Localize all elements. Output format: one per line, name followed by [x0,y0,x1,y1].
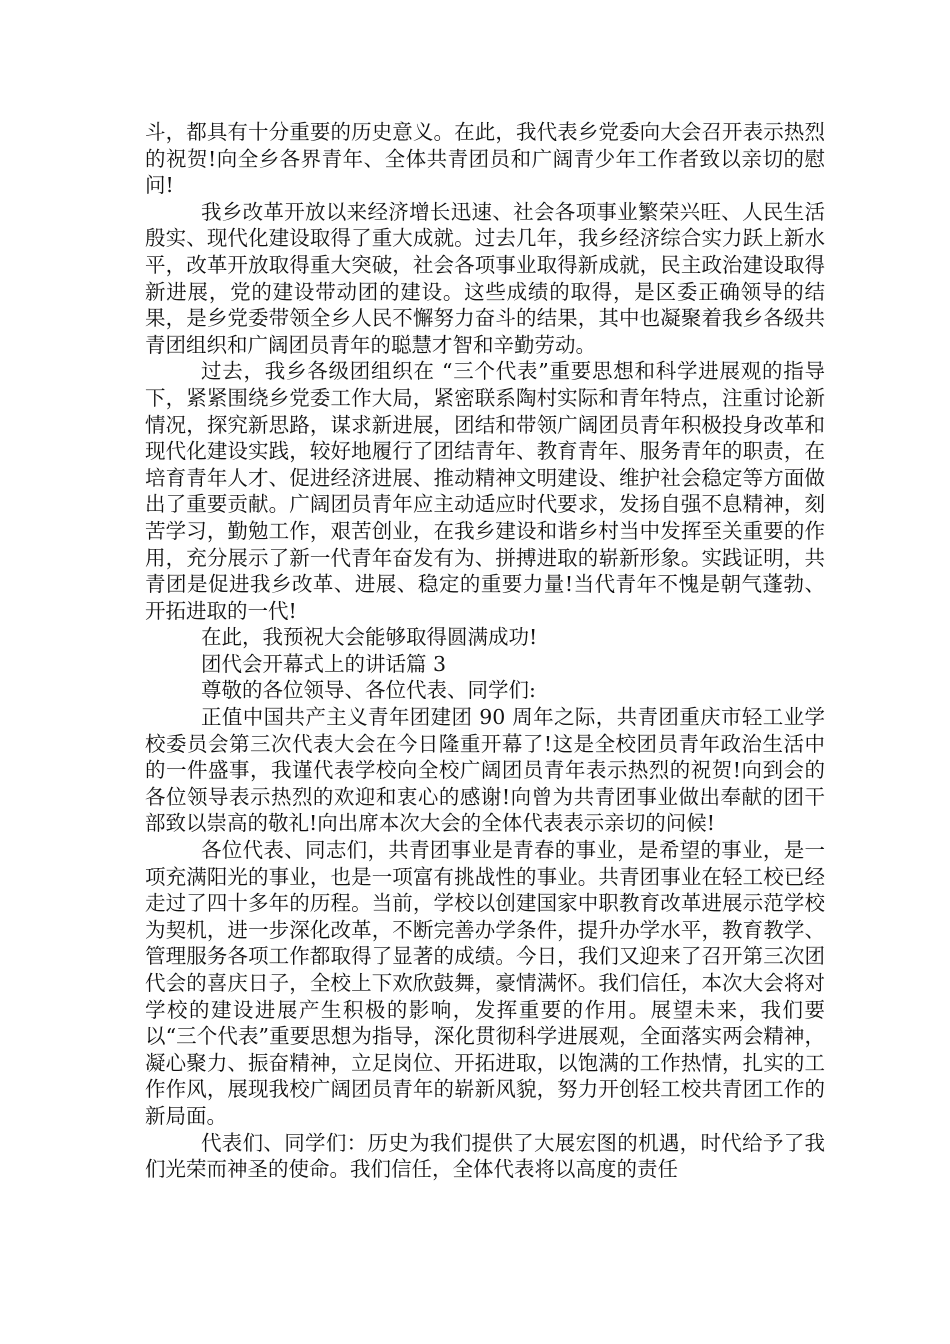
document-body [145,119,825,1183]
paragraph-5: 正值中国共产主义青年团建团 90 周年之际，共青团重庆市轻工业学校委员会第三次代表大会在今日隆重开幕了!这是全校团员青年政治生活中的一件盛事，我谨代表学校向全校广阔团员青年表示热烈的祝贺!向到会的各位领导表示热烈的欢迎和衷心的感谢!向曾为共青团事业做出奉献的团干部致以崇高的敬礼!向出席本次大会的全体代表表示亲切的问候! [145,705,825,836]
paragraph-7: 代表们、同学们：历史为我们提供了大展宏图的机遇，时代给予了我们光荣而神圣的使命。我们信任，全体代表将以高度的责任 [145,1130,825,1182]
paragraph-1: 斗，都具有十分重要的历史意义。在此，我代表乡党委向大会召开表示热烈的祝贺!向全乡各界青年、全体共青团员和广阔青少年工作者致以亲切的慰问! [145,120,825,198]
section-heading: 团代会开幕式上的讲话篇 3 [201,651,447,676]
paragraph-6: 各位代表、同志们，共青团事业是青春的事业，是希望的事业，是一项充满阳光的事业，也是一项富有挑战性的事业。共青团事业在轻工校已经走过了四十多年的历程。当前，学校以创建国家中职教育改革进展示范学校为契机，进一步深化改革，不断完善办学条件，提升办学水平，教育教学、管理服务各项工作都取得了显著的成绩。今日，我们又迎来了召开第三次团代会的喜庆日子，全校上下欢欣鼓舞，豪情满怀。我们信任，本次大会将对学校的建设进展产生积极的影响，发挥重要的作用。展望未来，我们要以“三个代表”重要思想为指导，深化贯彻科学进展观，全面落实两会精神，凝心聚力、振奋精神，立足岗位、开拓进取，以饱满的工作热情，扎实的工作作风，展现我校广阔团员青年的崭新风貌，努力开创轻工校共青团工作的新局面。 [145,838,825,1128]
paragraph-4: 在此，我预祝大会能够取得圆满成功! [201,625,538,650]
paragraph-3: 过去，我乡各级团组织在 “三个代表”重要思想和科学进展观的指导下，紧紧围绕乡党委工作大局，紧密联系陶村实际和青年特点，注重讨论新情况，探究新思路，谋求新进展，团结和带领广阔团员青年积极投身改革和现代化建设实践，较好地履行了团结青年、教育青年、服务青年的职责，在培育青年人才、促进经济进展、推动精神文明建设、维护社会稳定等方面做出了重要贡献。广阔团员青年应主动适应时代要求，发扬自强不息精神，刻苦学习，勤勉工作，艰苦创业，在我乡建设和谐乡村当中发挥至关重要的作用，充分展示了新一代青年奋发有为、拼搏进取的崭新形象。实践证明，共青团是促进我乡改革、进展、稳定的重要力量!当代青年不愧是朝气蓬勃、开拓进取的一代! [145,359,825,623]
salutation: 尊敬的各位领导、各位代表、同学们: [201,678,536,703]
paragraph-2: 我乡改革开放以来经济增长迅速、社会各项事业繁荣兴旺、人民生活殷实、现代化建设取得了重大成就。过去几年，我乡经济综合实力跃上新水平，改革开放取得重大突破，社会各项事业取得新成就，民主政治建设取得新进展，党的建设带动团的建设。这些成绩的取得，是区委正确领导的结果，是乡党委带领全乡人民不懈努力奋斗的结果，其中也凝聚着我乡各级共青团组织和广阔团员青年的聪慧才智和辛勤劳动。 [145,199,825,357]
